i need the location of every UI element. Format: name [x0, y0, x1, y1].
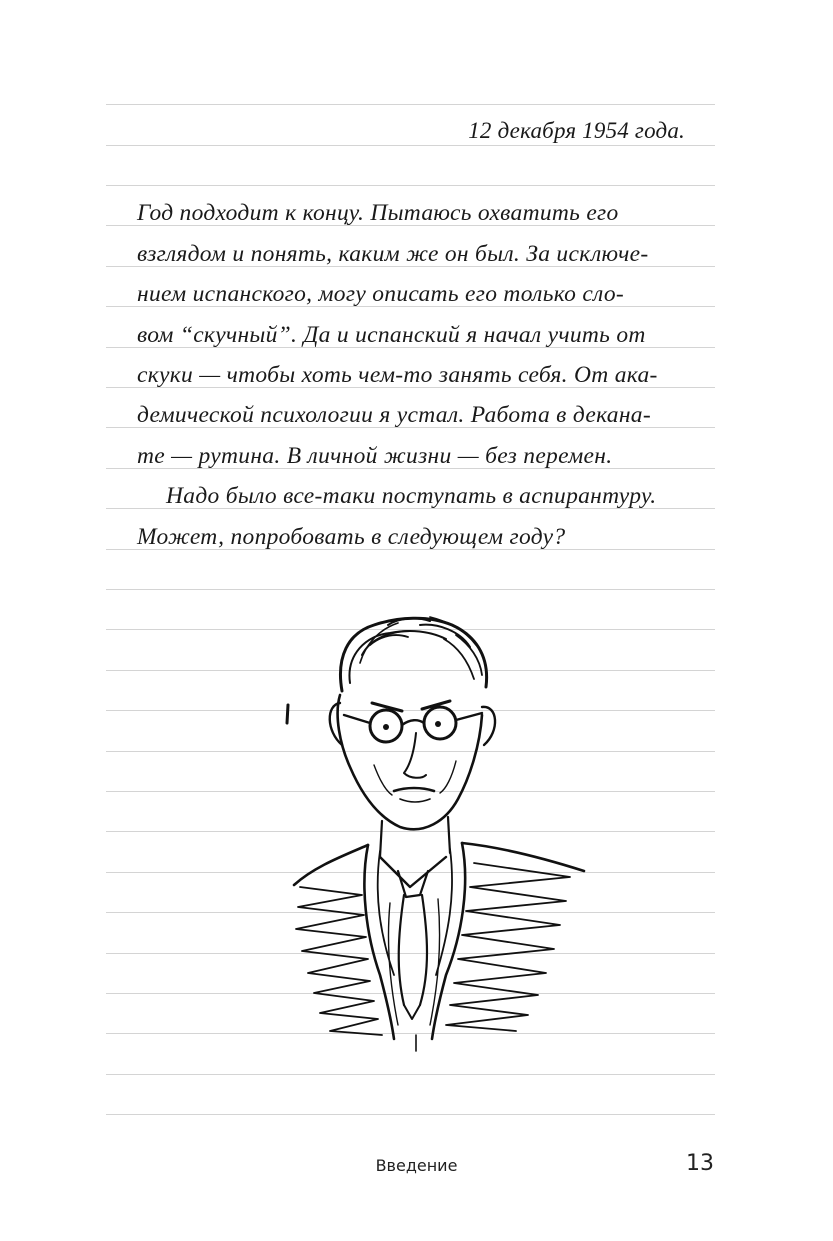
entry-line: те — рутина. В личной жизни — без перемен.	[137, 443, 613, 469]
ruled-line	[106, 1114, 715, 1115]
page-number: 13	[686, 1151, 714, 1176]
entry-line: взглядом и понять, каким же он был. За исключе-	[137, 241, 649, 267]
ruled-line	[106, 589, 715, 590]
portrait-sketch-icon	[270, 595, 600, 1055]
entry-line: демической психологии я устал. Работа в декана-	[137, 402, 651, 428]
ruled-line	[106, 185, 715, 186]
ruled-line	[106, 104, 715, 105]
entry-line: нием испанского, могу описать его только сло-	[137, 281, 625, 307]
entry-line: скуки — чтобы хоть чем-то занять себя. От ака-	[137, 362, 658, 388]
entry-line: вом “скучный”. Да и испанский я начал учить от	[137, 322, 646, 348]
entry-line: Может, попробовать в следующем году?	[137, 524, 566, 550]
entry-line: Надо было все-таки поступать в аспирантуру.	[166, 483, 657, 509]
ruled-line	[106, 1074, 715, 1075]
entry-line: Год подходит к концу. Пытаюсь охватить его	[137, 200, 619, 226]
entry-date: 12 декабря 1954 года.	[468, 118, 685, 143]
ruled-line	[106, 145, 715, 146]
section-title: Введение	[375, 1156, 458, 1175]
